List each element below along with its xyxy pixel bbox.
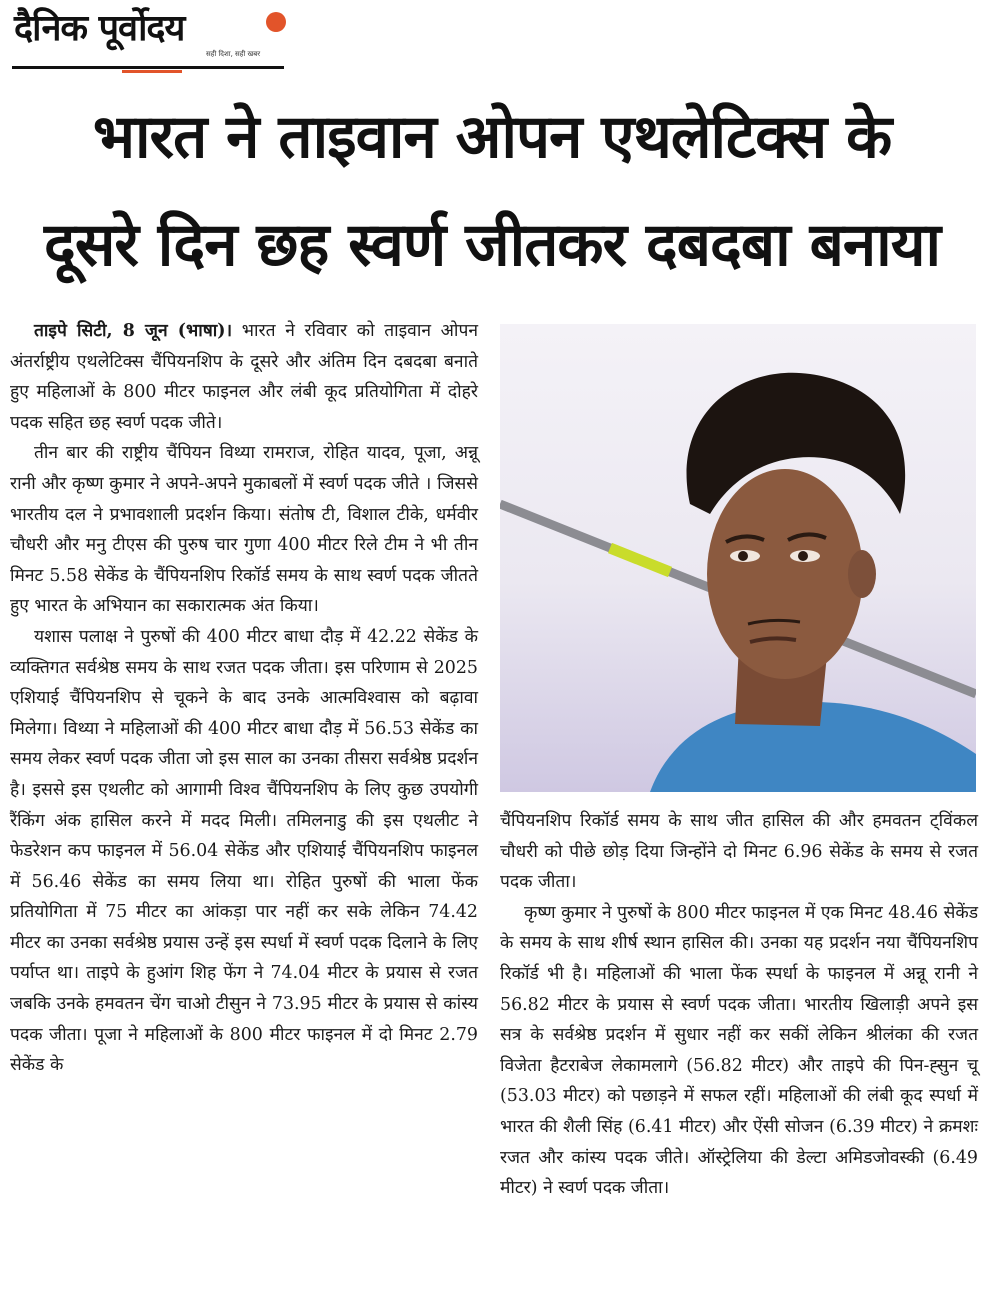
article-paragraph-5: कृष्ण कुमार ने पुरुषों के 800 मीटर फाइनल में एक मिनट 48.46 सेकेंड के समय के साथ शीर्ष स्थान हासिल की। उनका यह प्रदर्शन नया चैंपियनशिप रिकॉर्ड भी है। महिलाओं की भाला फेंक स्पर्धा के फाइनल में अन्नू रानी ने 56.82 मीटर के प्रयास से स्वर्ण पदक जीता। भारतीय खिलाड़ी अपने इस सत्र के सर्वश्रेष्ठ प्रदर्शन में सुधार नहीं कर सकीं लेकिन श्रीलंका की रजत विजेता हैटराबेज लेकामलागे (56.82 मीटर) और ताइपे की पिन-ह्सुन चू (53.03 मीटर) को पछाड़ने में सफल रहीं। महिलाओं की लंबी कूद स्पर्धा में भारत की शैली सिंह (6.41 मीटर) और ऐंसी सोजन (6.39 मीटर) ने क्रमशः रजत और कांस्य पदक जीते। ऑस्ट्रेलिया की डेल्टा अमिडजोवस्की (6.49 मीटर) ने स्वर्ण पदक जीता।: [500, 902, 978, 1199]
paragraph-1-text: भारत ने रविवार को ताइवान ओपन अंतर्राष्ट्रीय एथलेटिक्स चैंपियनशिप के दूसरे और अंतिम दिन दबदबा बनाते हुए महिलाओं के 800 मीटर फाइनल और लंबी कूद प्रतियोगिता में दोहरे पदक सहित छह स्वर्ण पदक जीते।: [10, 321, 478, 433]
athlete-photo: [500, 324, 976, 792]
athlete-face: [707, 469, 863, 679]
article-paragraph-1: [10, 316, 478, 438]
headline-line-2: दूसरे दिन छह स्वर्ण जीतकर दबदबा बनाया: [43, 210, 941, 280]
logo-dot-icon: [266, 12, 286, 32]
javelin-grip: [610, 548, 670, 572]
masthead: [12, 6, 284, 72]
newspaper-logo: दैनिक पूर्वोदय: [14, 8, 185, 49]
headline-line-1: भारत ने ताइवान ओपन एथलेटिक्स के: [92, 102, 892, 172]
masthead-rule: [12, 66, 284, 69]
article-paragraph-2: तीन बार की राष्ट्रीय चैंपियन विथ्या रामराज, रोहित यादव, पूजा, अन्नू रानी और कृष्ण कुमार ने अपने-अपने मुकाबलों में स्वर्ण पदक जीते । जिससे भारतीय दल ने प्रभावशाली प्रदर्शन किया। संतोष टी, विशाल टीके, धर्मवीर चौधरी और मनु टीएस की पुरुष चार गुणा 400 मीटर रिले टीम ने भी तीन मिनट 5.58 सेकेंड के चैंपियनशिप रिकॉर्ड समय के साथ स्वर्ण पदक जीतते हुए भारत के अभियान का सकारात्मक अंत किया।: [10, 443, 478, 617]
masthead-accent-rule: [122, 70, 182, 73]
article-paragraph-4: चैंपियनशिप रिकॉर्ड समय के साथ जीत हासिल की और हमवतन ट्विंकल चौधरी को पीछे छोड़ दिया जिन्होंने दो मिनट 6.96 सेकेंड के समय से रजत पदक जीता।: [500, 811, 978, 893]
athlete-illustration: [500, 324, 976, 792]
dateline: ताइपे सिटी, 8 जून (भाषा)।: [34, 321, 233, 341]
article-column-left: [10, 316, 478, 1081]
article-column-right: [500, 806, 978, 1204]
newspaper-tagline: सही दिशा, सही खबर: [206, 50, 261, 58]
article-paragraph-3: यशास पलाक्ष ने पुरुषों की 400 मीटर बाधा दौड़ में 42.22 सेकेंड के व्यक्तिगत सर्वश्रेष्ठ समय के साथ रजत पदक जीता। इस परिणाम से 2025 एशियाई चैंपियनशिप से चूकने के बाद उनके आत्मविश्वास को बढ़ावा मिलेगा। विथ्या ने महिलाओं की 400 मीटर बाधा दौड़ में 56.53 सेकेंड का समय लेकर स्वर्ण पदक जीता जो इस साल का उनका तीसरा सर्वश्रेष्ठ प्रदर्शन है। इससे इस एथलीट को आगामी विश्व चैंपियनशिप के लिए कुछ उपयोगी रैंकिंग अंक हासिल करने में मदद मिली। तमिलनाडु की इस एथलीट ने फेडरेशन कप फाइनल में 56.04 सेकेंड और एशियाई चैंपियनशिप फाइनल में 56.46 सेकेंड का समय लिया था। रोहित पुरुषों की भाला फेंक प्रतियोगिता में 75 मीटर का आंकड़ा पार नहीं कर सके लेकिन 74.42 मीटर का उनका सर्वश्रेष्ठ प्रयास उन्हें इस स्पर्धा में स्वर्ण पदक दिलाने के लिए पर्याप्त था। ताइपे के हुआंग शिह फेंग ने 74.04 मीटर के प्रयास से रजत जबकि उनके हमवतन चेंग चाओ टीसुन ने 73.95 मीटर के प्रयास से कांस्य पदक जीता। पूजा ने महिलाओं के 800 मीटर फाइनल में दो मिनट 2.79 सेकेंड के: [10, 626, 478, 1076]
